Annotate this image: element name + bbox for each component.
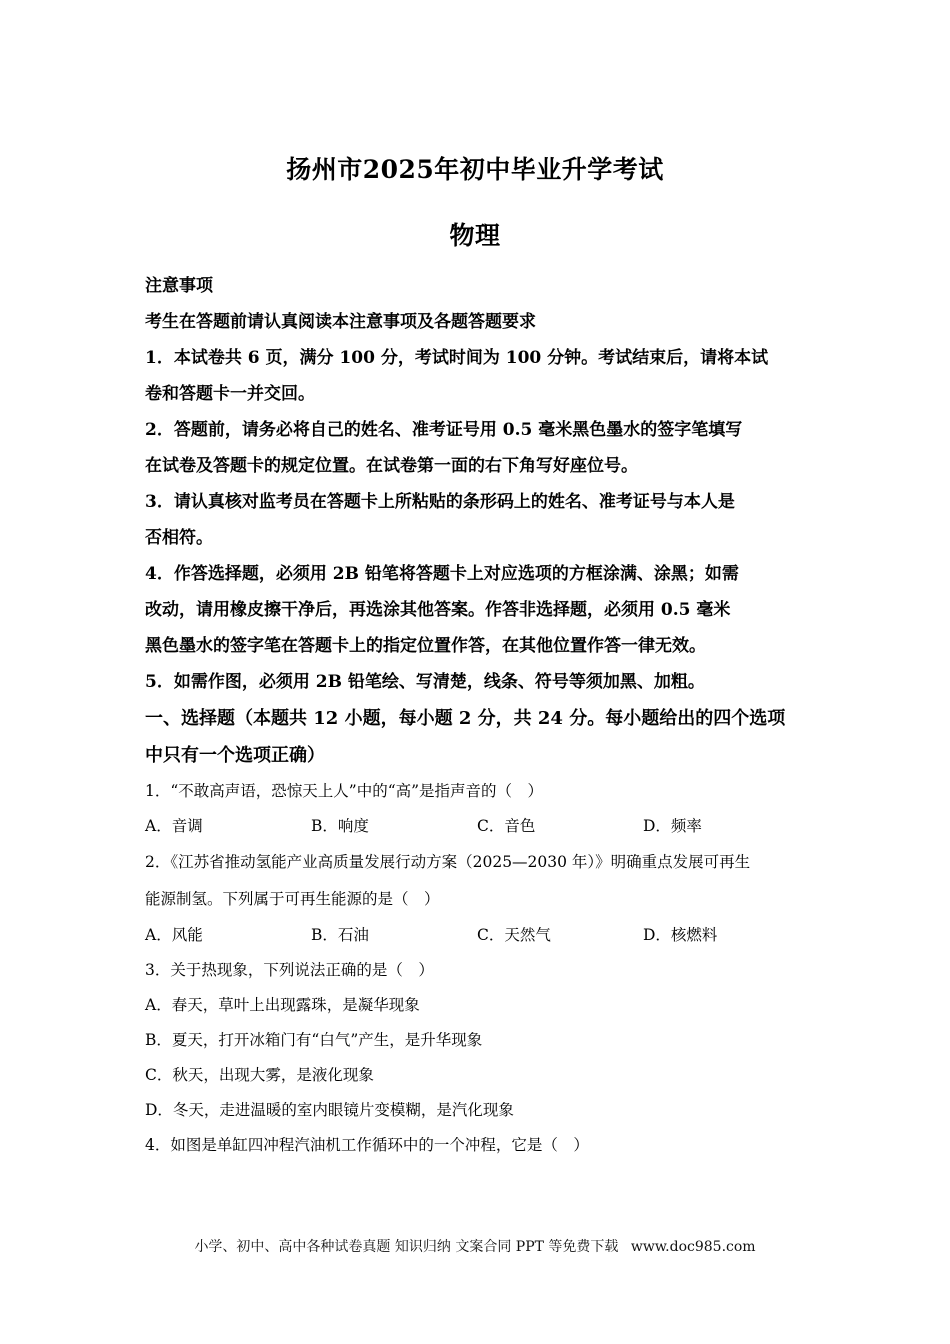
page-footer	[0, 1236, 950, 1256]
notice-line: 5．如需作图，必须用 2B 铅笔绘、写清楚，线条、符号等须加黑、加粗。	[145, 672, 705, 692]
notice-item-1	[145, 340, 820, 412]
question-stem: 3．关于热现象，下列说法正确的是（ ）	[145, 961, 434, 979]
notice-line: 1．本试卷共 6 页，满分 100 分，考试时间为 100 分钟。考试结束后，请将本试	[145, 348, 769, 368]
exam-title: 扬州市2025年初中毕业升学考试	[286, 155, 664, 184]
subject-title: 物理	[449, 221, 501, 250]
question-2	[145, 844, 820, 953]
notice-line: 卷和答题卡一并交回。	[145, 384, 315, 404]
notice-intro: 考生在答题前请认真阅读本注意事项及各题答题要求	[145, 312, 536, 332]
section-line: 中只有一个选项正确）	[145, 745, 325, 766]
question-stem: 4．如图是单缸四冲程汽油机工作循环中的一个冲程，它是（ ）	[145, 1136, 589, 1154]
options-row	[145, 809, 820, 844]
notice-line: 黑色墨水的签字笔在答题卡上的指定位置作答，在其他位置作答一律无效。	[145, 636, 706, 656]
notice-line: 在试卷及答题卡的规定位置。在试卷第一面的右下角写好座位号。	[145, 456, 638, 476]
section-heading	[145, 700, 820, 774]
option-c: C．天然气	[477, 926, 551, 944]
options-row	[145, 918, 820, 953]
question-stem: 能源制氢。下列属于可再生能源的是（ ）	[145, 890, 440, 908]
notice-block	[145, 268, 820, 1163]
question-stem: 1．“不敢高声语，恐惊天上人”中的“高”是指声音的（ ）	[145, 782, 544, 800]
option-c: C．秋天，出现大雾，是液化现象	[145, 1066, 374, 1084]
option-b: B．夏天，打开冰箱门有“白气”产生，是升华现象	[145, 1031, 483, 1049]
notice-line: 改动，请用橡皮擦干净后，再选涂其他答案。作答非选择题，必须用 0.5 毫米	[145, 600, 731, 620]
option-b: B．石油	[311, 926, 369, 944]
question-3	[145, 953, 820, 1128]
footer-text: 小学、初中、高中各种试卷真题 知识归纳 文案合同 PPT 等免费下载	[194, 1239, 619, 1255]
option-d: D．频率	[643, 817, 702, 835]
notice-heading: 注意事项	[145, 276, 213, 296]
option-a: A．风能	[145, 926, 203, 944]
option-c: C．音色	[477, 817, 536, 835]
notice-item-4	[145, 556, 820, 664]
notice-line: 2．答题前，请务必将自己的姓名、准考证号用 0.5 毫米黑色墨水的签字笔填写	[145, 420, 743, 440]
section-line: 一、选择题（本题共 12 小题，每小题 2 分，共 24 分。每小题给出的四个选项	[145, 708, 786, 729]
notice-line: 否相符。	[145, 528, 213, 548]
option-d: D．核燃料	[643, 926, 718, 944]
notice-item-2	[145, 412, 820, 484]
question-stem: 2．《江苏省推动氢能产业高质量发展行动方案（2025—2030 年）》明确重点发展可再生	[145, 853, 751, 871]
notice-line: 4．作答选择题，必须用 2B 铅笔将答题卡上对应选项的方框涂满、涂黑；如需	[145, 564, 739, 584]
option-d: D．冬天，走进温暖的室内眼镜片变模糊，是汽化现象	[145, 1101, 514, 1119]
footer-url[interactable]: www.doc985.com	[630, 1239, 756, 1255]
notice-item-5	[145, 664, 820, 700]
option-a: A．春天，草叶上出现露珠，是凝华现象	[145, 996, 420, 1014]
question-4	[145, 1128, 820, 1163]
notice-item-3	[145, 484, 820, 556]
option-b: B．响度	[311, 817, 369, 835]
question-1	[145, 774, 820, 844]
notice-line: 3．请认真核对监考员在答题卡上所粘贴的条形码上的姓名、准考证号与本人是	[145, 492, 735, 512]
option-a: A．音调	[145, 817, 203, 835]
